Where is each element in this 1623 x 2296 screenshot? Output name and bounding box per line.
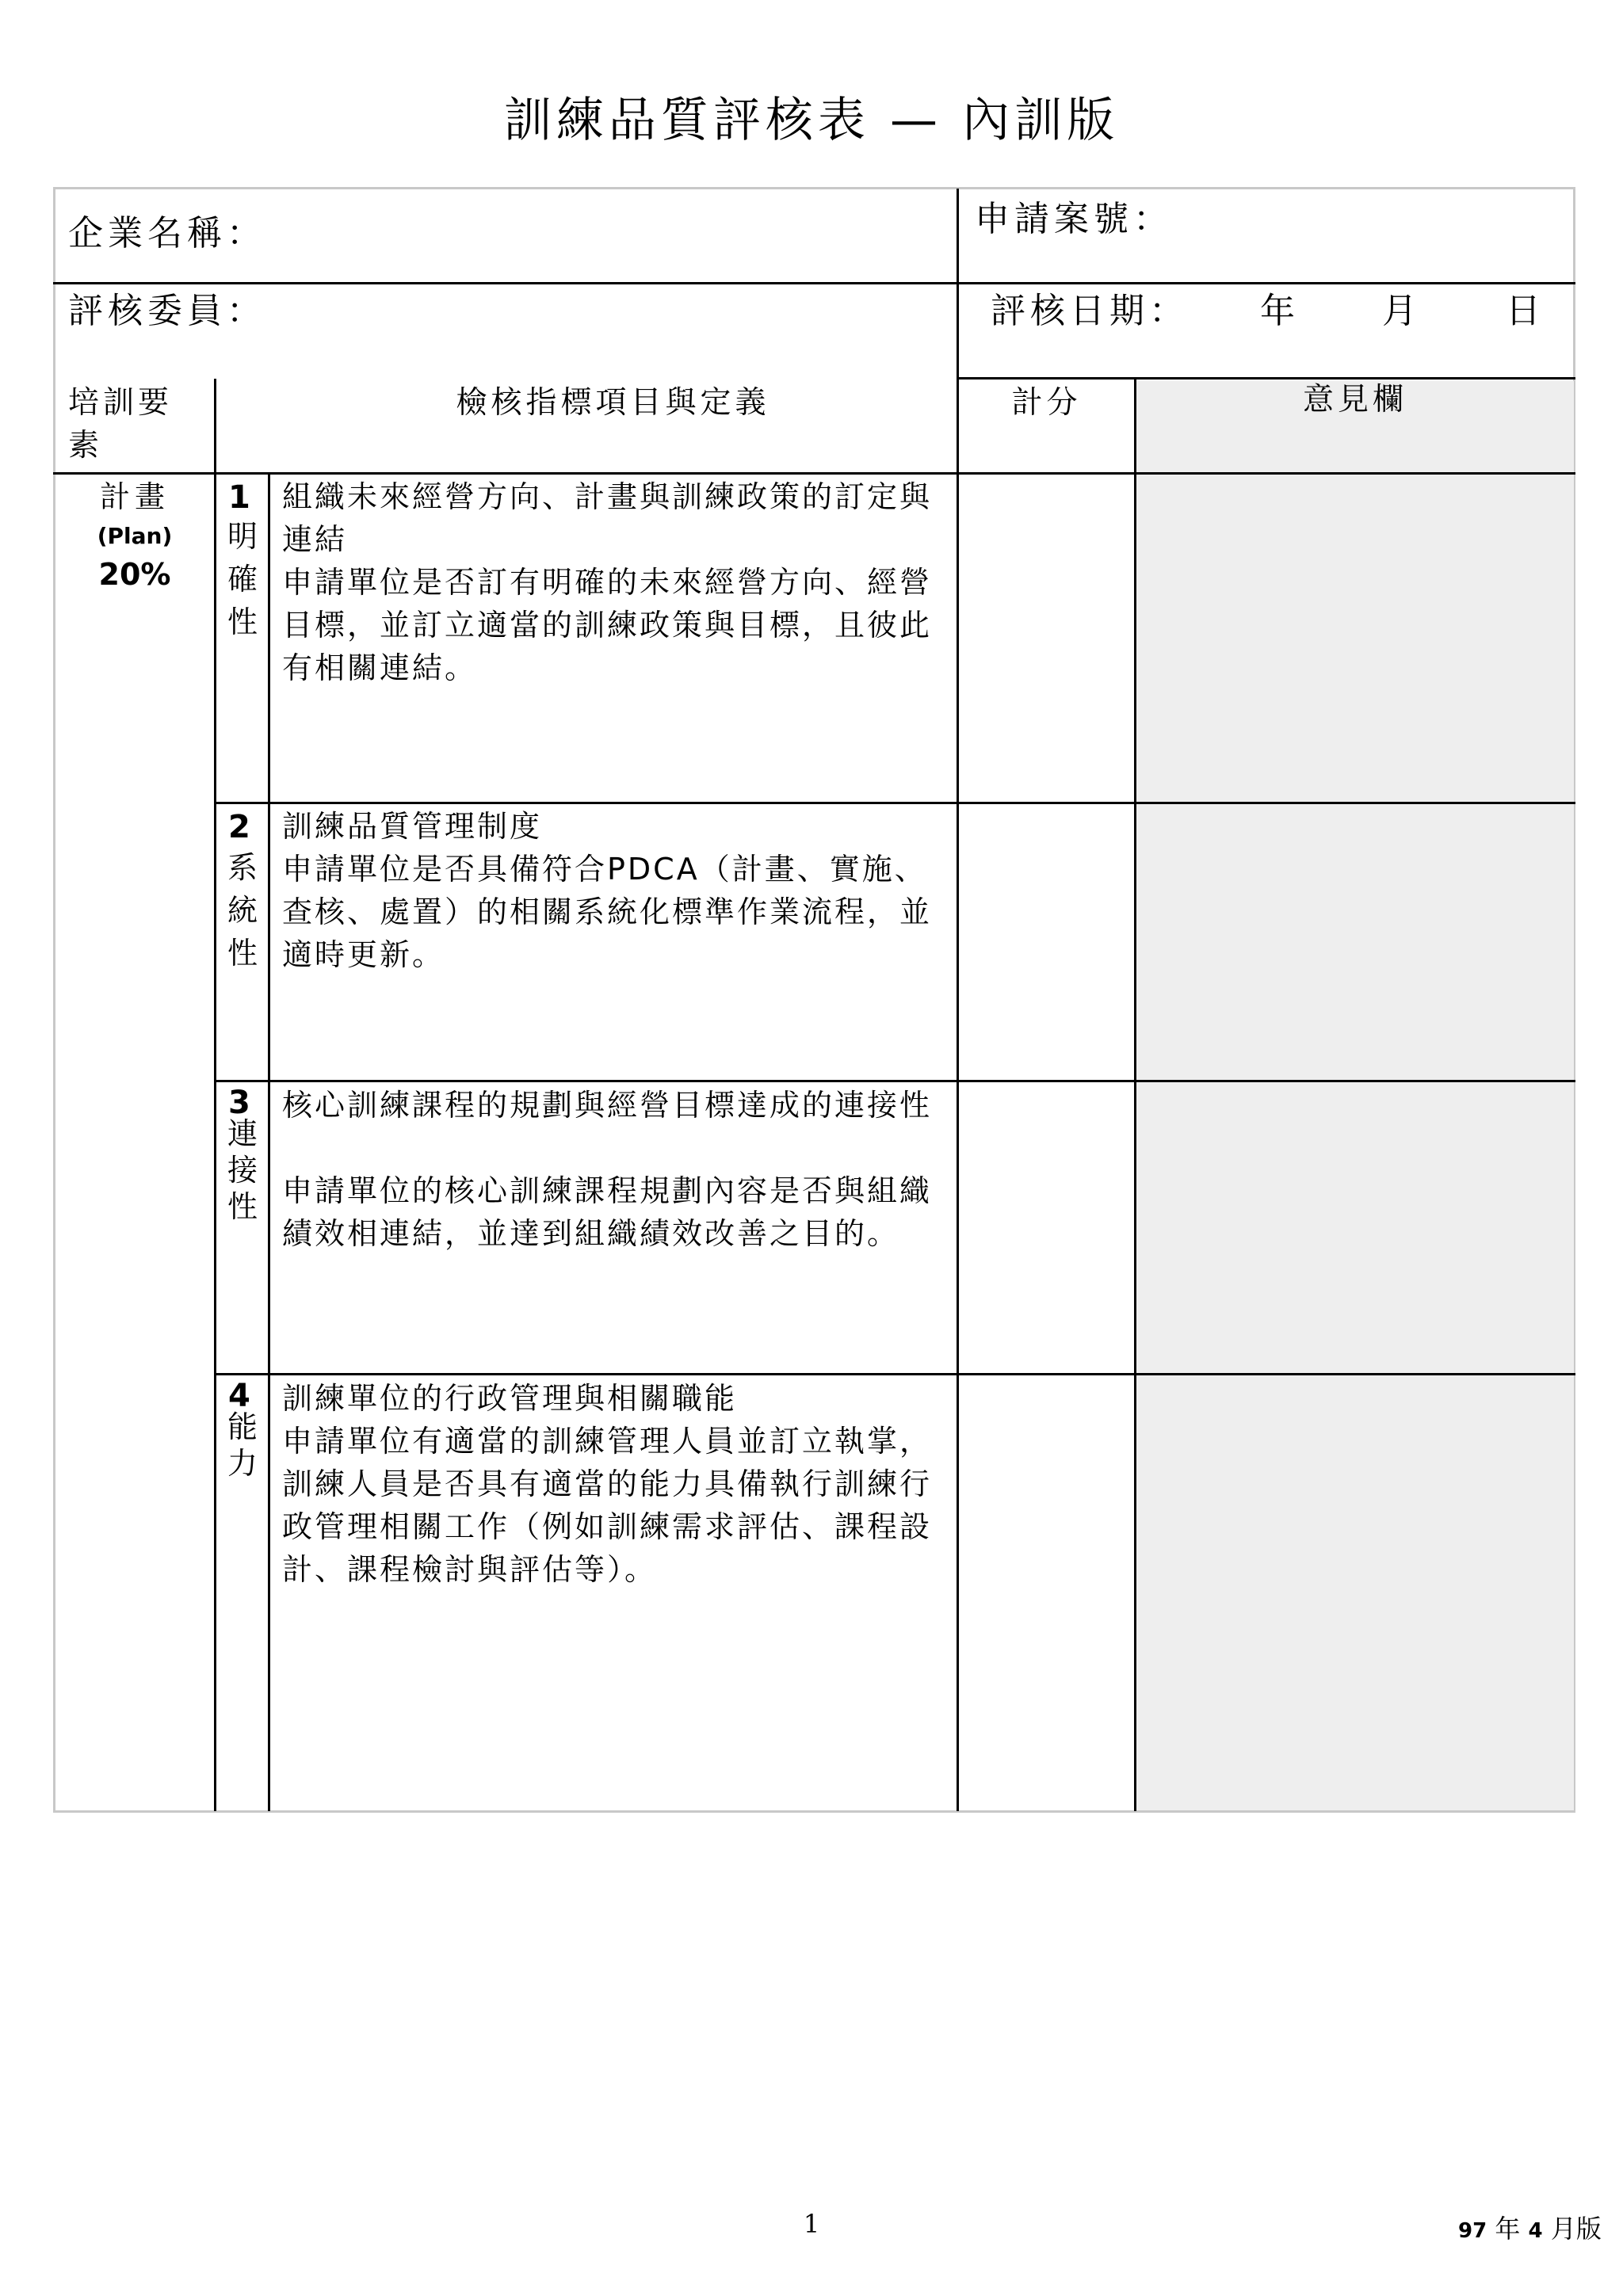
reviewer-label: 評核委員： [68,291,266,331]
item-short-label: 系統性 [227,850,258,971]
version-year-number: 97 [1458,2219,1487,2243]
row-divider [214,1080,1575,1082]
version-label [1458,2209,1602,2245]
item-title: 組織未來經營方向、計畫與訓練政策的訂定與連結 [282,479,933,557]
column-header-element: 培訓要素 [68,385,174,463]
page-number: 1 [803,2209,820,2239]
item-number: 1 [228,479,250,516]
version-year-char: 年 [1495,2214,1521,2244]
item-number: 4 [228,1378,250,1414]
row-divider [53,472,1575,475]
column-header-comments: 意見欄 [1302,382,1407,418]
item-description: 申請單位是否具備符合PDCA（計畫、實施、查核、處置）的相關系統化標準作業流程，並適時更新。 [282,852,933,972]
comments-column-shade [1136,381,1574,1810]
item-title: 核心訓練課程的規劃與經營目標達成的連接性 [282,1088,933,1123]
section-weight: 20% [98,557,171,592]
col-divider [1134,379,1136,1811]
item-title: 訓練品質管理制度 [282,809,543,844]
version-month-number: 4 [1528,2219,1543,2243]
column-header-indicator: 檢核指標項目與定義 [456,385,770,421]
item-number: 2 [228,809,250,845]
company-name-label: 企業名稱： [68,213,266,254]
section-name: 計畫 [99,479,170,514]
item-short-label: 明確性 [227,519,258,639]
row-divider [214,802,1575,804]
case-number-label: 申請案號： [975,199,1173,239]
item-short-label: 連接性 [227,1116,258,1224]
version-month-char: 月版 [1550,2214,1602,2244]
form-title: 訓練品質評核表 — 內訓版 [503,93,1120,148]
item-description: 申請單位有適當的訓練管理人員並訂立執掌，訓練人員是否具有適當的能力具備執行訓練行政管理相關工作（例如訓練需求評估、課程設計、課程檢討與評估等）。 [282,1424,933,1587]
section-english: (Plan) [97,523,173,549]
column-header-score: 計分 [1011,385,1082,421]
item-short-label: 能力 [227,1409,258,1481]
item-description: 申請單位的核心訓練課程規劃內容是否與組織績效相連結，並達到組織績效改善之目的。 [282,1173,933,1251]
date-year-label: 年 [1260,291,1300,331]
row-divider [214,1373,1575,1375]
review-date-label: 評核日期： [991,291,1189,331]
date-month-label: 月 [1382,291,1422,331]
date-day-label: 日 [1506,291,1545,331]
item-description: 申請單位是否訂有明確的未來經營方向、經營目標，並訂立適當的訓練政策與目標，且彼此有相關連結。 [282,565,933,685]
col-divider [214,379,216,1811]
item-title: 訓練單位的行政管理與相關職能 [282,1381,738,1416]
item-number: 3 [228,1085,250,1121]
row-divider [53,282,1575,284]
col-divider [957,189,959,1811]
col-divider [268,472,270,1811]
